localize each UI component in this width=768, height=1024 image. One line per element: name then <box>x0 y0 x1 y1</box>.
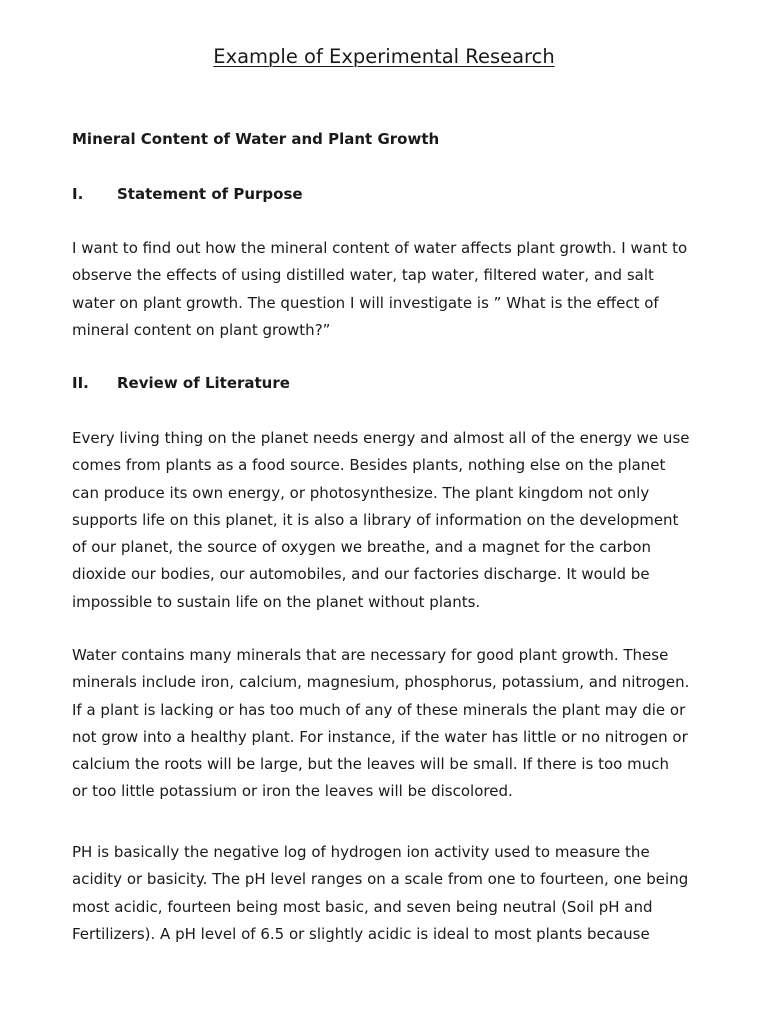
section-number: II. <box>72 374 89 392</box>
section-number: I. <box>72 185 84 203</box>
document-subtitle: Mineral Content of Water and Plant Growth <box>72 130 440 148</box>
section-heading-statement-of-purpose <box>72 185 303 203</box>
paragraph-water-minerals: Water contains many minerals that are necessary for good plant growth. These minerals include iron, calcium, magnesium, phosphorus, potassium, and nitrogen. If a plant is lacking or has too much of any of these minerals the plant may die or not grow into a healthy plant. For instance, if the water has little or no nitrogen or calcium the roots will be large, but the leaves will be small. If there is too much or too little potassium or iron the leaves will be discolored. <box>72 646 690 801</box>
paragraph-statement-of-purpose: I want to find out how the mineral content of water affects plant growth. I want to observe the effects of using distilled water, tap water, filtered water, and salt water on plant growth. The question I will investigate is ” What is the effect of mineral content on plant growth?” <box>72 239 688 339</box>
section-title: Statement of Purpose <box>117 185 303 203</box>
paragraph-ph-level: PH is basically the negative log of hydrogen ion activity used to measure the acidity or basicity. The pH level ranges on a scale from one to fourteen, one being most acidic, fourteen being most basic, and seven being neutral (Soil pH and Fertilizers). A pH level of 6.5 or slightly acidic is ideal to most plants because <box>72 843 689 943</box>
section-title: Review of Literature <box>117 374 290 392</box>
section-heading-review-of-literature <box>72 374 290 392</box>
document-title: Example of Experimental Research <box>213 45 555 68</box>
paragraph-living-things-energy: Every living thing on the planet needs energy and almost all of the energy we use comes from plants as a food source. Besides plants, nothing else on the planet can produce its own energy, or photosynthesize. The plant kingdom not only supports life on this planet, it is also a library of information on the development of our planet, the source of oxygen we breathe, and a magnet for the carbon dioxide our bodies, our automobiles, and our factories discharge. It would be impossible to sustain life on the planet without plants. <box>72 429 690 611</box>
